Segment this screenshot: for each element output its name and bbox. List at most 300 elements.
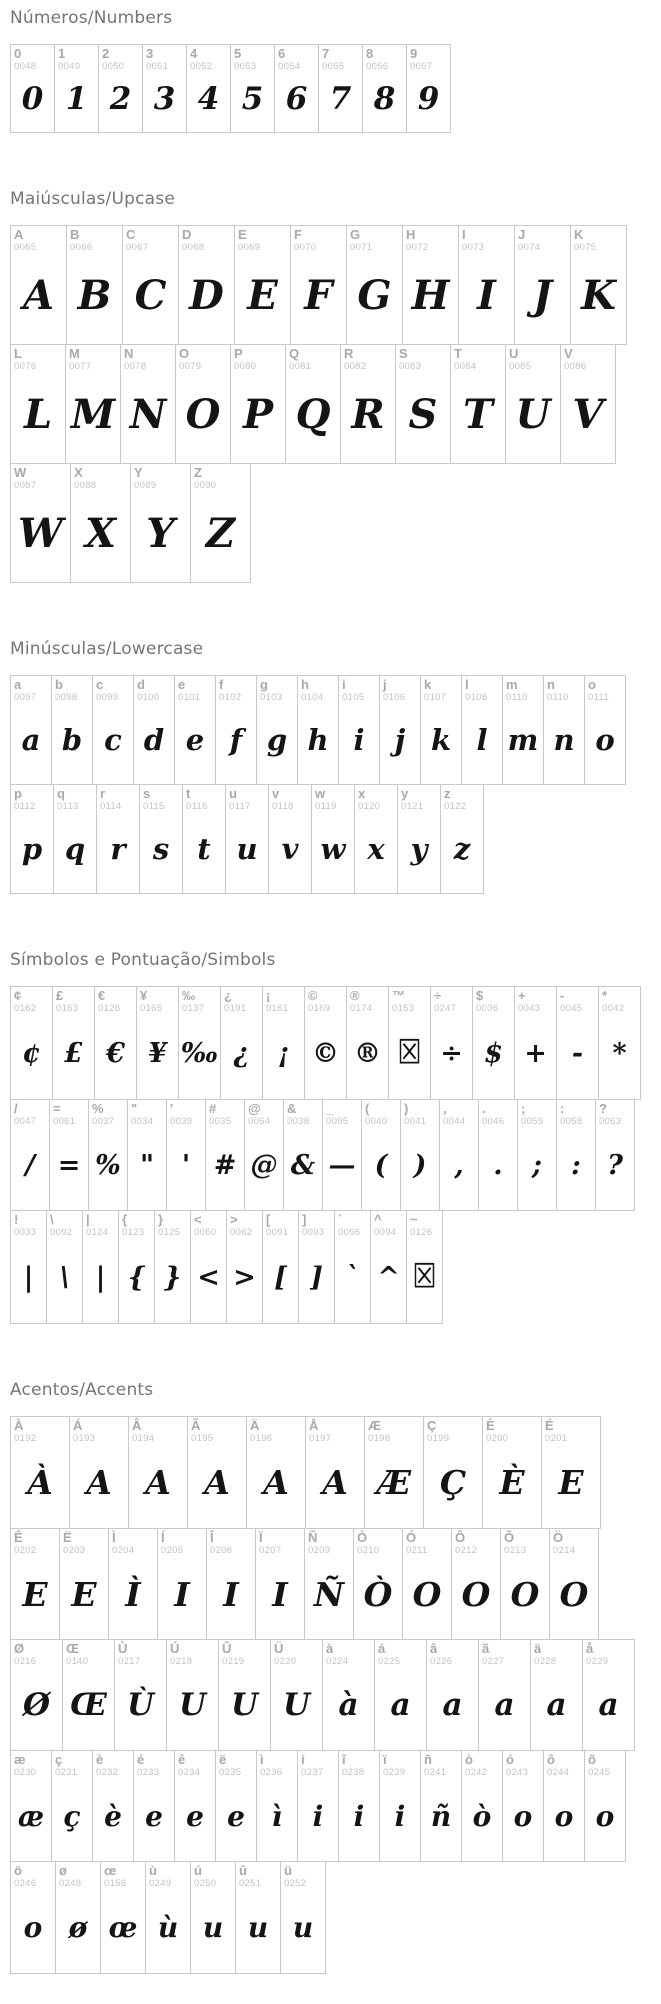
cell-char-label: ò xyxy=(465,1752,473,1767)
cell-header xyxy=(355,785,397,813)
char-cell xyxy=(543,1750,585,1862)
font-glyph: I xyxy=(223,1574,239,1614)
char-cell xyxy=(340,344,396,464)
cell-char-label: , xyxy=(443,1101,447,1116)
cell-unicode-label: 0053 xyxy=(234,61,257,72)
char-cell xyxy=(541,1416,601,1529)
char-cell xyxy=(362,44,407,133)
char-cell xyxy=(549,1528,599,1640)
font-glyph: o xyxy=(513,1799,533,1833)
cell-char-label: æ xyxy=(14,1752,26,1767)
char-cell xyxy=(397,784,441,894)
char-cell xyxy=(461,1750,503,1862)
cell-header xyxy=(93,1751,133,1779)
cell-unicode-label: 0137 xyxy=(182,1003,205,1014)
font-glyph: B xyxy=(77,271,112,319)
char-cell xyxy=(461,675,503,785)
cell-char-label: Ó xyxy=(406,1530,417,1545)
cell-unicode-label: 0074 xyxy=(518,242,541,253)
cell-char-label: r xyxy=(100,786,106,801)
char-cell xyxy=(82,1210,119,1324)
cell-char-label: 2 xyxy=(102,46,110,61)
cell-header xyxy=(123,226,178,254)
char-cell xyxy=(88,1099,128,1211)
cell-char-label: P xyxy=(234,346,243,361)
char-cell xyxy=(354,784,398,894)
font-glyph: © xyxy=(312,1037,339,1069)
cell-header xyxy=(398,785,440,813)
font-glyph: * xyxy=(612,1037,627,1069)
cell-header xyxy=(93,676,133,704)
cell-header xyxy=(53,987,94,1015)
cell-unicode-label: 0073 xyxy=(462,242,485,253)
font-glyph: | xyxy=(23,1261,34,1293)
char-grid-symbols xyxy=(10,986,661,1324)
cell-unicode-label: 0210 xyxy=(357,1545,380,1556)
cell-header xyxy=(221,987,262,1015)
char-row xyxy=(10,1210,661,1324)
cell-header xyxy=(167,1640,218,1668)
char-cell xyxy=(10,1210,47,1324)
cell-unicode-label: 0229 xyxy=(586,1656,609,1667)
cell-char-label: [ xyxy=(266,1212,271,1227)
font-glyph: D xyxy=(189,271,224,319)
font-glyph: $ xyxy=(484,1037,503,1069)
cell-header xyxy=(247,1417,305,1445)
font-glyph: ( xyxy=(374,1149,388,1181)
cell-unicode-label: 0049 xyxy=(58,61,81,72)
cell-char-label: I xyxy=(462,227,466,242)
cell-unicode-label: 0245 xyxy=(588,1767,611,1778)
cell-header xyxy=(440,1100,478,1128)
cell-char-label: F xyxy=(294,227,302,242)
char-cell xyxy=(10,1528,60,1640)
cell-unicode-label: 0202 xyxy=(14,1545,37,1556)
char-grid-numbers xyxy=(10,44,661,133)
cell-char-label: z xyxy=(444,786,451,801)
cell-unicode-label: 0041 xyxy=(404,1116,427,1127)
cell-unicode-label: 0106 xyxy=(383,692,406,703)
char-cell xyxy=(178,225,235,345)
cell-unicode-label: 0113 xyxy=(57,801,79,812)
char-cell xyxy=(256,1750,298,1862)
cell-char-label: X xyxy=(74,465,83,480)
cell-unicode-label: 0228 xyxy=(534,1656,557,1667)
cell-header xyxy=(245,1100,283,1128)
cell-unicode-label: 0217 xyxy=(118,1656,141,1667)
cell-char-label: ™ xyxy=(392,988,405,1003)
font-glyph: J xyxy=(533,271,552,319)
char-cell xyxy=(10,675,52,785)
cell-unicode-label: 0110 xyxy=(547,692,569,703)
char-row xyxy=(10,44,661,133)
char-cell xyxy=(305,1416,365,1529)
cell-char-label: O xyxy=(179,346,190,361)
cell-header xyxy=(421,1751,461,1779)
char-cell xyxy=(70,463,131,583)
cell-unicode-label: 0193 xyxy=(73,1433,96,1444)
cell-char-label: g xyxy=(260,677,268,692)
cell-char-label: Ü xyxy=(274,1641,284,1656)
char-cell xyxy=(543,675,585,785)
cell-unicode-label: 0098 xyxy=(55,692,78,703)
font-glyph: ^ xyxy=(377,1261,400,1293)
font-glyph: I xyxy=(477,271,496,319)
cell-header xyxy=(365,1417,423,1445)
char-cell xyxy=(472,986,515,1100)
char-row xyxy=(10,344,661,464)
cell-unicode-label: 0081 xyxy=(289,361,312,372)
cell-header xyxy=(70,1417,128,1445)
cell-header xyxy=(140,785,182,813)
char-cell xyxy=(285,344,341,464)
font-glyph: ¿ xyxy=(233,1037,250,1069)
char-cell xyxy=(262,1210,299,1324)
cell-char-label: W xyxy=(14,465,27,480)
cell-unicode-label: 0238 xyxy=(342,1767,365,1778)
cell-header xyxy=(95,987,136,1015)
cell-char-label: ( xyxy=(365,1101,370,1116)
cell-unicode-label: 0251 xyxy=(239,1878,262,1889)
cell-char-label: _ xyxy=(326,1101,334,1116)
font-glyph: l xyxy=(476,723,488,757)
cell-header xyxy=(544,1751,584,1779)
cell-header xyxy=(167,1100,205,1128)
cell-unicode-label: 0064 xyxy=(248,1116,271,1127)
char-cell xyxy=(53,784,97,894)
cell-unicode-label: 0071 xyxy=(350,242,373,253)
cell-unicode-label: 0072 xyxy=(406,242,429,253)
cell-header xyxy=(155,1211,190,1239)
cell-unicode-label: 0200 xyxy=(486,1433,509,1444)
char-cell xyxy=(262,986,305,1100)
cell-header xyxy=(380,1751,420,1779)
section-title-lowercase: Minúsculas/Lowercase xyxy=(10,639,204,659)
char-cell xyxy=(322,1099,362,1211)
char-cell xyxy=(94,986,137,1100)
cell-char-label: © xyxy=(308,988,318,1003)
char-cell xyxy=(10,1416,70,1529)
font-glyph: . xyxy=(493,1149,503,1181)
cell-char-label: Í xyxy=(161,1530,165,1545)
cell-header xyxy=(291,226,346,254)
char-cell xyxy=(100,1861,146,1974)
font-glyph: A xyxy=(322,1463,348,1502)
cell-char-label: å xyxy=(586,1641,594,1656)
char-cell xyxy=(274,44,319,133)
font-glyph: \ xyxy=(59,1261,70,1293)
font-glyph: ® xyxy=(354,1037,381,1069)
cell-char-label: > xyxy=(230,1212,238,1227)
font-glyph: ¡ xyxy=(277,1037,290,1069)
char-cell xyxy=(556,1099,596,1211)
cell-char-label: É xyxy=(545,1418,554,1433)
font-glyph: ; xyxy=(532,1149,542,1181)
char-cell xyxy=(283,1099,323,1211)
cell-unicode-label: 0204 xyxy=(112,1545,135,1556)
cell-char-label: Ä xyxy=(250,1418,260,1433)
char-cell xyxy=(374,1639,427,1751)
font-glyph: - xyxy=(571,1037,584,1069)
font-glyph: R xyxy=(351,390,385,438)
cell-header xyxy=(312,785,354,813)
font-glyph: & xyxy=(290,1149,316,1181)
font-glyph: A xyxy=(145,1463,171,1502)
cell-char-label: k xyxy=(424,677,432,692)
cell-unicode-label: 0225 xyxy=(378,1656,401,1667)
cell-char-label: : xyxy=(560,1101,565,1116)
cell-char-label: ê xyxy=(178,1752,186,1767)
cell-header xyxy=(347,226,402,254)
cell-char-label: @ xyxy=(248,1101,261,1116)
cell-unicode-label: 0059 xyxy=(521,1116,544,1127)
cell-header xyxy=(175,676,215,704)
font-glyph: z xyxy=(453,832,471,866)
char-grid-accents xyxy=(10,1416,661,1974)
font-glyph: o xyxy=(595,1799,615,1833)
font-glyph: À xyxy=(27,1463,53,1502)
cell-char-label: ì xyxy=(260,1752,264,1767)
font-glyph: n xyxy=(553,723,575,757)
cell-header xyxy=(544,676,584,704)
font-glyph: Y xyxy=(146,509,175,557)
cell-header xyxy=(179,226,234,254)
cell-char-label: E xyxy=(238,227,247,242)
font-glyph: ) xyxy=(413,1149,427,1181)
char-cell xyxy=(10,344,66,464)
char-cell xyxy=(402,1528,452,1640)
cell-unicode-label: 0095 xyxy=(326,1116,349,1127)
char-cell xyxy=(52,986,95,1100)
font-glyph: [ xyxy=(274,1261,287,1293)
cell-char-label: } xyxy=(158,1212,164,1227)
cell-char-label: Î xyxy=(210,1530,214,1545)
cell-char-label: € xyxy=(98,988,106,1003)
font-glyph: N xyxy=(129,390,167,438)
cell-char-label: Ã xyxy=(191,1418,201,1433)
font-glyph: ' xyxy=(181,1149,191,1181)
cell-unicode-label: 0092 xyxy=(50,1227,73,1238)
cell-unicode-label: 0083 xyxy=(399,361,422,372)
cell-header xyxy=(11,987,52,1015)
font-glyph: / xyxy=(25,1149,35,1181)
cell-char-label: È xyxy=(486,1418,495,1433)
char-cell xyxy=(582,1639,635,1751)
char-cell xyxy=(62,1639,115,1751)
char-cell xyxy=(205,1099,245,1211)
cell-unicode-label: 0197 xyxy=(309,1433,332,1444)
cell-char-label: R xyxy=(344,346,354,361)
cell-char-label: a xyxy=(14,677,22,692)
char-cell xyxy=(297,675,339,785)
cell-header xyxy=(206,1100,244,1128)
cell-unicode-label: 0214 xyxy=(553,1545,576,1556)
cell-unicode-label: 0213 xyxy=(504,1545,527,1556)
cell-header xyxy=(257,676,297,704)
char-cell xyxy=(505,344,561,464)
char-cell xyxy=(402,225,459,345)
cell-unicode-label: 0226 xyxy=(430,1656,453,1667)
cell-header xyxy=(109,1529,157,1557)
char-cell xyxy=(430,986,473,1100)
cell-unicode-label: 0105 xyxy=(342,692,365,703)
cell-header xyxy=(191,1211,226,1239)
cell-header xyxy=(550,1529,598,1557)
cell-header xyxy=(11,1529,59,1557)
cell-char-label: ¡ xyxy=(266,988,271,1003)
font-glyph: ? xyxy=(607,1149,623,1181)
cell-unicode-label: 0066 xyxy=(70,242,93,253)
cell-char-label: ó xyxy=(506,1752,514,1767)
char-cell xyxy=(182,784,226,894)
cell-unicode-label: 0052 xyxy=(190,61,213,72)
cell-unicode-label: 0252 xyxy=(284,1878,307,1889)
cell-header xyxy=(63,1640,114,1668)
cell-unicode-label: 0247 xyxy=(434,1003,457,1014)
cell-header xyxy=(231,45,274,73)
font-glyph: i xyxy=(394,1799,406,1833)
cell-char-label: Ñ xyxy=(308,1530,318,1545)
char-cell xyxy=(268,784,312,894)
font-glyph: u xyxy=(236,832,258,866)
cell-unicode-label: 0235 xyxy=(219,1767,242,1778)
char-row xyxy=(10,1861,661,1974)
char-cell xyxy=(122,225,179,345)
font-glyph: Ñ xyxy=(313,1574,345,1614)
char-cell xyxy=(190,463,251,583)
cell-char-label: ï xyxy=(383,1752,387,1767)
font-glyph: 8 xyxy=(373,80,396,117)
cell-header xyxy=(227,1211,262,1239)
char-cell xyxy=(502,675,544,785)
cell-header xyxy=(11,785,53,813)
font-glyph: a xyxy=(546,1687,567,1723)
font-glyph: q xyxy=(64,832,86,866)
font-glyph: ÷ xyxy=(440,1037,463,1069)
cell-char-label: m xyxy=(506,677,518,692)
font-glyph: è xyxy=(104,1799,122,1833)
font-glyph: s xyxy=(152,832,170,866)
cell-header xyxy=(396,345,450,373)
font-glyph: Z xyxy=(205,509,236,557)
cell-char-label: Â xyxy=(132,1418,142,1433)
cell-unicode-label: 0121 xyxy=(401,801,424,812)
cell-header xyxy=(557,1100,595,1128)
font-glyph: v xyxy=(281,832,299,866)
char-cell xyxy=(166,1099,206,1211)
cell-header xyxy=(11,676,51,704)
cell-unicode-label: 0209 xyxy=(308,1545,331,1556)
cell-header xyxy=(431,987,472,1015)
char-cell xyxy=(10,784,54,894)
cell-header xyxy=(583,1640,634,1668)
cell-char-label: S xyxy=(399,346,408,361)
char-row xyxy=(10,1639,661,1751)
cell-char-label: 7 xyxy=(322,46,330,61)
cell-header xyxy=(175,1751,215,1779)
font-glyph: K xyxy=(581,271,616,319)
char-cell xyxy=(166,1639,219,1751)
font-glyph: , xyxy=(454,1149,464,1181)
char-cell xyxy=(439,1099,479,1211)
cell-unicode-label: 0094 xyxy=(374,1227,397,1238)
char-cell xyxy=(297,1750,339,1862)
cell-unicode-label: 0165 xyxy=(140,1003,163,1014)
cell-header xyxy=(542,1417,600,1445)
section-title-symbols: Símbolos e Pontuação/Simbols xyxy=(10,950,276,970)
font-glyph: u xyxy=(292,1911,314,1944)
font-glyph: M xyxy=(70,390,116,438)
cell-header xyxy=(503,676,543,704)
font-glyph: b xyxy=(61,723,83,757)
cell-char-label: ] xyxy=(302,1212,307,1227)
cell-header xyxy=(380,676,420,704)
char-cell xyxy=(154,1210,191,1324)
char-cell xyxy=(10,986,53,1100)
cell-char-label: ü xyxy=(284,1863,292,1878)
char-cell xyxy=(10,225,67,345)
cell-header xyxy=(596,1100,634,1128)
cell-char-label: û xyxy=(239,1863,247,1878)
cell-char-label: ? xyxy=(599,1101,607,1116)
cell-unicode-label: 0056 xyxy=(366,61,389,72)
cell-unicode-label: 0236 xyxy=(260,1767,283,1778)
cell-header xyxy=(347,987,388,1015)
font-glyph: Œ xyxy=(70,1687,107,1723)
char-cell xyxy=(478,1099,518,1211)
cell-header xyxy=(263,987,304,1015)
char-cell xyxy=(206,1528,256,1640)
cell-char-label: 8 xyxy=(366,46,374,61)
cell-unicode-label: 0103 xyxy=(260,692,283,703)
cell-unicode-label: 0047 xyxy=(14,1116,37,1127)
cell-char-label: < xyxy=(194,1212,202,1227)
char-cell xyxy=(346,986,389,1100)
cell-header xyxy=(187,45,230,73)
cell-char-label: Ë xyxy=(63,1530,72,1545)
cell-unicode-label: 0207 xyxy=(259,1545,282,1556)
cell-header xyxy=(89,1100,127,1128)
cell-header xyxy=(188,1417,246,1445)
char-cell xyxy=(556,986,599,1100)
font-glyph: m xyxy=(507,723,539,757)
cell-char-label: Ì xyxy=(112,1530,116,1545)
cell-char-label: j xyxy=(383,677,387,692)
char-cell xyxy=(346,225,403,345)
font-glyph: S xyxy=(408,390,438,438)
cell-unicode-label: 0055 xyxy=(322,61,345,72)
char-cell xyxy=(361,1099,401,1211)
cell-header xyxy=(571,226,626,254)
cell-header xyxy=(146,1862,190,1890)
cell-unicode-label: 0111 xyxy=(588,692,609,703)
font-glyph: ù xyxy=(157,1911,179,1944)
cell-unicode-label: 0237 xyxy=(301,1767,324,1778)
cell-unicode-label: 0038 xyxy=(287,1116,310,1127)
cell-unicode-label: 0118 xyxy=(272,801,294,812)
font-glyph: W xyxy=(18,509,63,557)
cell-header xyxy=(236,1862,280,1890)
char-cell xyxy=(10,1099,50,1211)
font-glyph: T xyxy=(463,390,493,438)
cell-char-label: ) xyxy=(404,1101,409,1116)
cell-char-label: 3 xyxy=(146,46,154,61)
font-glyph: O xyxy=(412,1574,442,1614)
cell-unicode-label: 0108 xyxy=(465,692,488,703)
cell-header xyxy=(99,45,142,73)
cell-header xyxy=(515,226,570,254)
font-glyph: E xyxy=(22,1574,48,1614)
